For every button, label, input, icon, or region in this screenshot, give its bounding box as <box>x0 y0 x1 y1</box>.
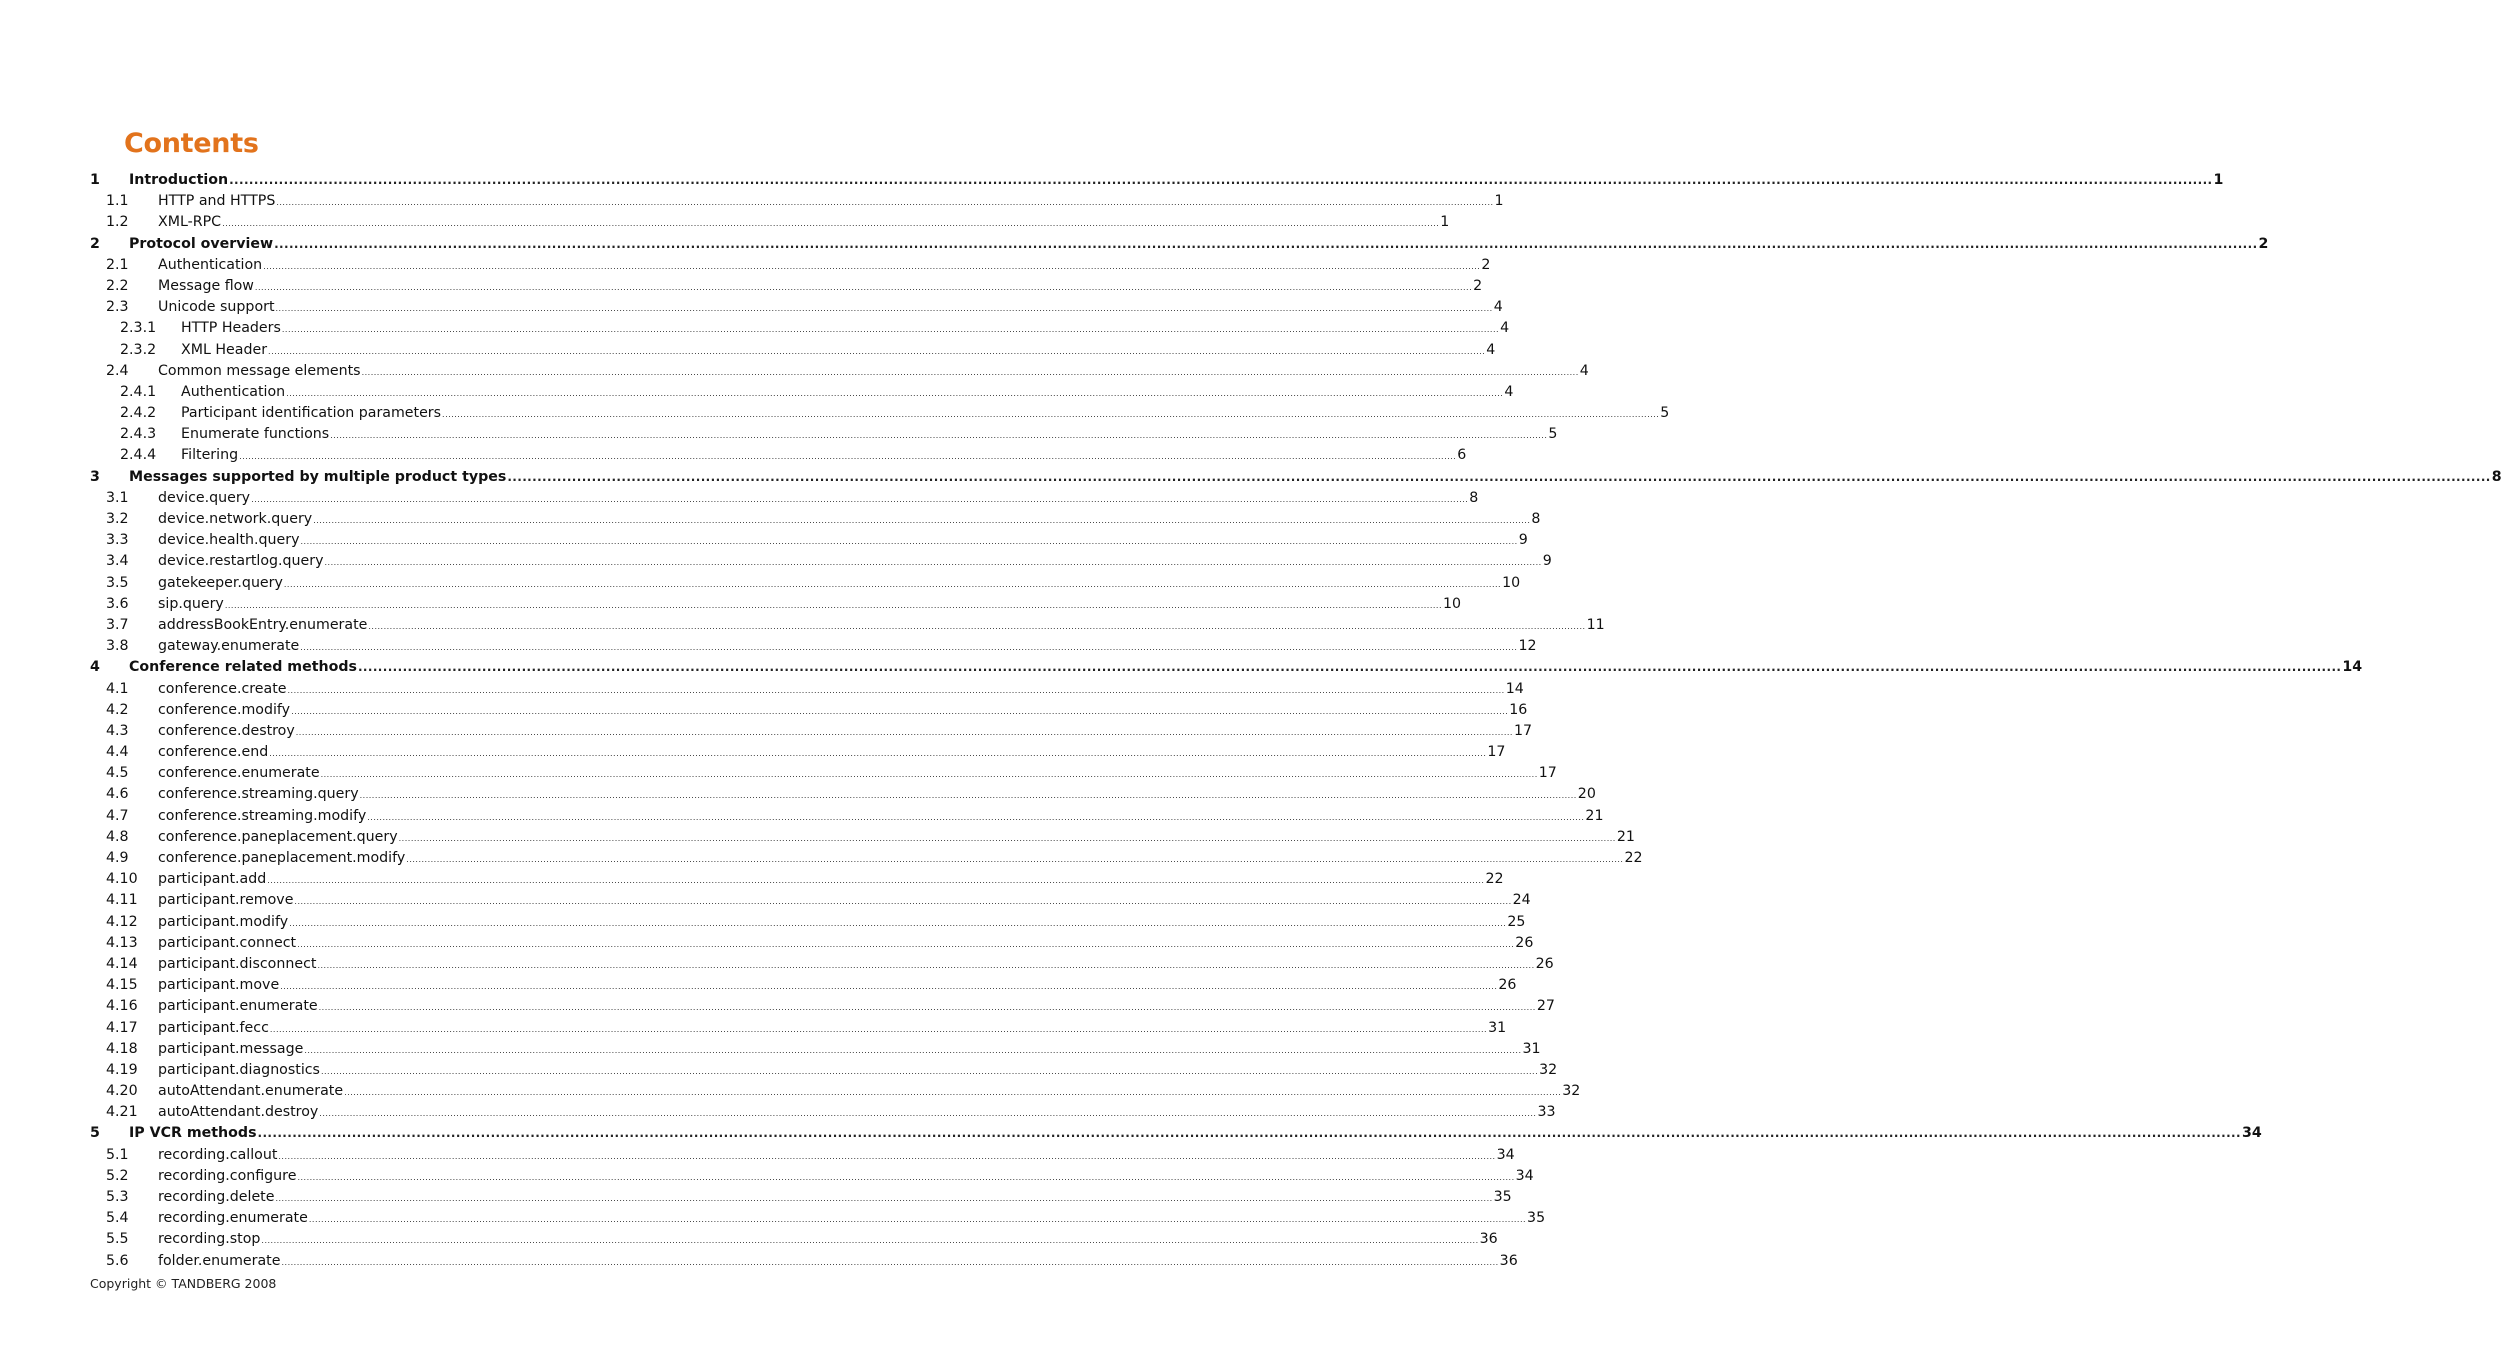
toc-entry-title: Messages supported by multiple product types <box>129 468 507 485</box>
toc-dot-leader: ................................................................................................................................................................................................................................................................................................................................................................................................................ <box>261 1236 1479 1246</box>
toc-entry[interactable] <box>90 679 1524 700</box>
toc-dot-leader: ................................................................................................................................................................................................................................................................................................................................................................................................................ <box>319 1109 1537 1119</box>
toc-entry-number: 2.1 <box>106 256 129 273</box>
toc-entry[interactable] <box>90 276 1483 297</box>
toc-entry-number: 3.6 <box>106 595 129 612</box>
toc-entry-number: 4.13 <box>106 934 138 951</box>
toc-entry-title: Message flow <box>158 277 254 294</box>
toc-entry-number: 4 <box>90 659 100 676</box>
toc-dot-leader: ................................................................................................................................................................................................................................................................................................................................................................................................................ <box>406 855 1624 864</box>
toc-entry-page: 5 <box>1548 426 1558 443</box>
toc-entry[interactable] <box>90 890 1531 911</box>
toc-entry-number: 4.3 <box>106 722 129 739</box>
toc-entry[interactable] <box>90 1081 1581 1102</box>
toc-entry-page: 36 <box>1499 1252 1518 1269</box>
toc-entry-number: 3 <box>90 468 100 485</box>
toc-entry[interactable] <box>90 954 1554 975</box>
toc-entry-number: 4.5 <box>106 765 129 782</box>
toc-entry-title: device.query <box>158 489 251 506</box>
toc-entry[interactable] <box>90 700 1528 721</box>
toc-dot-leader: ................................................................................................................................................................................................................................................................................................................................................................................................................ <box>367 812 1585 822</box>
toc-dot-leader: ................................................................................................................................................................................................................................................................................................................................................................................................................ <box>324 558 1542 568</box>
toc-entry-title: conference.paneplacement.query <box>158 828 398 845</box>
toc-entry-title: Introduction <box>129 172 229 188</box>
toc-entry-title: participant.message <box>158 1040 304 1057</box>
toc-dot-leader: ................................................................................................................................................................................................................................................................................................................................................................................................................ <box>267 876 1485 886</box>
toc-dot-leader: ................................................................................................................................................................................................................................................................................................................................................................................................................ <box>263 261 1481 271</box>
toc-entry-number: 4.2 <box>106 701 129 718</box>
toc-dot-leader: ................................................................................................................................................................................................................................................................................................................................................................................................................ <box>286 388 1504 398</box>
toc-entry-number: 2.3 <box>106 299 129 316</box>
toc-entry-number: 4.16 <box>106 998 138 1015</box>
toc-entry-page: 26 <box>1515 934 1534 951</box>
toc-entry-page: 4 <box>1493 299 1503 316</box>
toc-entry-number: 4.1 <box>106 680 129 697</box>
toc-entry-page: 1 <box>1440 214 1450 231</box>
toc-dot-leader: ................................................................................................................................................................................................................................................................................................................................................................................................................ <box>295 727 1513 737</box>
toc-entry-title: Protocol overview <box>129 235 274 252</box>
toc-dot-leader: ................................................................................................................................................................................................................................................................................................................................................................................................................ <box>297 1172 1515 1182</box>
toc-entry-number: 3.4 <box>106 553 129 570</box>
toc-entry[interactable] <box>90 488 1479 509</box>
toc-entry-number: 4.9 <box>106 850 129 866</box>
toc-entry-title: conference.paneplacement.modify <box>158 850 406 866</box>
toc-dot-leader: ................................................................................................................................................................................................................................................................................................................................................................................................................ <box>280 982 1498 992</box>
toc-entry-number: 4.7 <box>106 807 129 824</box>
toc-entry[interactable] <box>90 361 1589 382</box>
toc-entry-number: 2.4.1 <box>120 383 157 400</box>
toc-entry-page: 21 <box>1585 807 1604 824</box>
toc-entry-title: conference.end <box>158 744 269 761</box>
toc-entry[interactable] <box>90 1208 1546 1229</box>
toc-entry-title: HTTP Headers <box>181 320 281 337</box>
toc-entry[interactable] <box>90 784 1596 805</box>
toc-dot-leader: ................................................................................................................................................................................................................................................................................................................................................................................................................ <box>344 1088 1562 1098</box>
toc-dot-leader: ................................................................................................................................................................................................................................................................................................................................................................................................................ <box>359 791 1577 801</box>
toc-entry-title: participant.fecc <box>158 1019 269 1036</box>
toc-entry-number: 2.2 <box>106 277 129 294</box>
toc-entry[interactable] <box>90 1060 1558 1081</box>
toc-entry-page: 5 <box>1660 405 1670 422</box>
toc-entry[interactable] <box>90 721 1533 742</box>
toc-entry-title: recording.enumerate <box>158 1210 308 1227</box>
page-title: Contents <box>124 128 259 160</box>
toc-entry-page: 21 <box>1616 828 1635 845</box>
toc-entry-page: 4 <box>1579 362 1589 379</box>
toc-entry-title: HTTP and HTTPS <box>158 193 276 210</box>
toc-dot-leader: ................................................................................................................................................................................................................................................................................................................................................................................................................ <box>320 770 1538 780</box>
toc-entry-page: 14 <box>2342 659 2363 676</box>
toc-entry-title: conference.modify <box>158 701 291 718</box>
toc-dot-leader: ................................................................................................................................................................................................................................................................................................................................................................................................................ <box>357 660 2342 675</box>
toc-entry[interactable] <box>90 848 1643 869</box>
toc-entry[interactable] <box>90 551 1552 572</box>
toc-dot-leader: ................................................................................................................................................................................................................................................................................................................................................................................................................ <box>291 706 1509 716</box>
toc-entry-page: 27 <box>1536 998 1555 1015</box>
toc-entry-number: 4.21 <box>106 1104 138 1121</box>
toc-entry-title: participant.move <box>158 977 280 994</box>
toc-entry-title: recording.delete <box>158 1189 275 1205</box>
toc-entry-title: device.health.query <box>158 532 300 549</box>
toc-entry-number: 5.1 <box>106 1146 129 1163</box>
toc-entry-title: recording.configure <box>158 1167 297 1184</box>
toc-entry-title: participant.disconnect <box>158 955 317 972</box>
toc-entry-title: sip.query <box>158 595 224 612</box>
toc-entry-page: 26 <box>1498 977 1517 994</box>
toc-entry-page: 32 <box>1562 1083 1581 1100</box>
toc-entry-title: participant.connect <box>158 934 297 951</box>
toc-entry[interactable] <box>90 467 2502 488</box>
toc-entry-page: 32 <box>1539 1061 1558 1078</box>
toc-entry-page: 10 <box>1502 574 1521 591</box>
toc-entry[interactable] <box>90 742 1506 763</box>
toc-entry-number: 4.19 <box>106 1061 138 1078</box>
toc-dot-leader: ................................................................................................................................................................................................................................................................................................................................................................................................................ <box>287 685 1505 695</box>
toc-dot-leader: ................................................................................................................................................................................................................................................................................................................................................................................................................ <box>274 236 2258 251</box>
toc-entry-number: 2.4 <box>106 362 129 379</box>
toc-entry[interactable] <box>90 1123 2262 1144</box>
table-of-contents <box>90 170 2502 1272</box>
toc-entry[interactable] <box>90 869 1504 890</box>
toc-entry-page: 4 <box>1500 320 1510 337</box>
toc-dot-leader: ................................................................................................................................................................................................................................................................................................................................................................................................................ <box>239 452 1457 462</box>
toc-entry-page: 22 <box>1485 871 1504 888</box>
toc-entry-page: 1 <box>1494 193 1504 210</box>
copyright-footer: Copyright © TANDBERG 2008 <box>90 1276 277 1291</box>
toc-entry-page: 6 <box>1457 447 1467 464</box>
toc-entry[interactable] <box>90 806 1604 827</box>
toc-entry-title: participant.remove <box>158 892 294 909</box>
toc-entry[interactable] <box>90 1102 1556 1123</box>
toc-entry-title: gatekeeper.query <box>158 574 283 591</box>
toc-entry-title: recording.stop <box>158 1231 261 1248</box>
toc-entry-title: autoAttendant.enumerate <box>158 1083 344 1100</box>
toc-entry-title: Enumerate functions <box>181 426 330 443</box>
toc-entry-number: 5.6 <box>106 1252 129 1269</box>
toc-entry-page: 31 <box>1522 1040 1541 1057</box>
toc-entry[interactable] <box>90 191 1504 212</box>
toc-entry[interactable] <box>90 657 2363 678</box>
toc-entry-title: device.restartlog.query <box>158 553 324 570</box>
toc-entry-number: 4.4 <box>106 744 129 761</box>
toc-dot-leader: ................................................................................................................................................................................................................................................................................................................................................................................................................ <box>276 198 1494 208</box>
toc-entry-page: 20 <box>1577 786 1596 803</box>
toc-dot-leader: ................................................................................................................................................................................................................................................................................................................................................................................................................ <box>275 1194 1493 1203</box>
toc-dot-leader: ................................................................................................................................................................................................................................................................................................................................................................................................................ <box>275 304 1493 314</box>
toc-entry-page: 16 <box>1509 701 1528 718</box>
toc-entry[interactable] <box>90 297 1503 318</box>
toc-entry-page: 1 <box>2213 172 2224 188</box>
toc-entry-page: 31 <box>1488 1019 1507 1036</box>
toc-entry-page: 12 <box>1518 638 1537 655</box>
toc-dot-leader: ................................................................................................................................................................................................................................................................................................................................................................................................................ <box>294 897 1512 907</box>
toc-entry-number: 4.6 <box>106 786 129 803</box>
toc-entry[interactable] <box>90 255 1491 276</box>
toc-entry-title: conference.streaming.modify <box>158 807 367 824</box>
toc-dot-leader: ................................................................................................................................................................................................................................................................................................................................................................................................................ <box>257 1126 2241 1141</box>
toc-entry-title: autoAttendant.destroy <box>158 1104 319 1121</box>
toc-dot-leader: ................................................................................................................................................................................................................................................................................................................................................................................................................ <box>317 960 1535 970</box>
toc-entry-title: gateway.enumerate <box>158 638 300 655</box>
toc-entry-number: 2.4.2 <box>120 405 157 422</box>
toc-dot-leader: ................................................................................................................................................................................................................................................................................................................................................................................................................ <box>224 600 1442 610</box>
toc-entry-number: 5.5 <box>106 1231 129 1248</box>
toc-entry-page: 35 <box>1527 1210 1546 1227</box>
toc-dot-leader: ................................................................................................................................................................................................................................................................................................................................................................................................................ <box>269 749 1487 759</box>
toc-entry-title: conference.enumerate <box>158 765 320 782</box>
toc-entry-page: 9 <box>1542 553 1552 570</box>
toc-entry-number: 5.4 <box>106 1210 129 1227</box>
toc-entry-title: conference.destroy <box>158 722 295 739</box>
toc-entry-page: 10 <box>1443 595 1462 612</box>
toc-entry[interactable] <box>90 594 1462 615</box>
toc-entry-title: Filtering <box>181 447 239 464</box>
toc-entry-number: 4.10 <box>106 871 138 888</box>
toc-entry-number: 5 <box>90 1125 100 1142</box>
toc-entry[interactable] <box>90 318 1510 339</box>
toc-entry-page: 35 <box>1493 1189 1512 1205</box>
toc-entry-page: 2 <box>1473 277 1483 294</box>
toc-entry[interactable] <box>90 1145 1515 1166</box>
toc-entry-number: 3.8 <box>106 638 129 655</box>
toc-entry-number: 2.3.1 <box>120 320 157 337</box>
toc-entry[interactable] <box>90 573 1521 594</box>
toc-dot-leader: ................................................................................................................................................................................................................................................................................................................................................................................................................ <box>251 494 1469 504</box>
toc-entry-number: 3.7 <box>106 616 129 633</box>
toc-entry-number: 3.5 <box>106 574 129 591</box>
toc-entry-number: 4.18 <box>106 1040 138 1057</box>
toc-entry-page: 33 <box>1537 1104 1556 1121</box>
toc-dot-leader: ................................................................................................................................................................................................................................................................................................................................................................................................................ <box>268 346 1486 356</box>
toc-entry-title: participant.enumerate <box>158 998 318 1015</box>
toc-entry[interactable] <box>90 1229 1498 1250</box>
toc-entry-page: 14 <box>1505 680 1524 697</box>
toc-entry[interactable] <box>90 1166 1534 1187</box>
toc-entry-page: 22 <box>1624 850 1643 866</box>
toc-entry-number: 2.4.3 <box>120 426 157 443</box>
toc-entry[interactable] <box>90 530 1528 551</box>
toc-entry-title: participant.diagnostics <box>158 1061 320 1078</box>
toc-entry-number: 4.15 <box>106 977 138 994</box>
toc-entry[interactable] <box>90 912 1526 933</box>
toc-dot-leader: ................................................................................................................................................................................................................................................................................................................................................................................................................ <box>278 1151 1496 1161</box>
toc-dot-leader: ................................................................................................................................................................................................................................................................................................................................................................................................................ <box>304 1045 1522 1055</box>
toc-dot-leader: ................................................................................................................................................................................................................................................................................................................................................................................................................ <box>308 1215 1527 1225</box>
toc-entry[interactable] <box>90 1039 1541 1060</box>
toc-entry-title: device.network.query <box>158 511 313 527</box>
toc-entry[interactable] <box>90 403 1670 424</box>
toc-entry-title: addressBookEntry.enumerate <box>158 616 368 633</box>
toc-entry[interactable] <box>90 445 1467 466</box>
toc-entry[interactable] <box>90 1018 1507 1039</box>
toc-dot-leader: ................................................................................................................................................................................................................................................................................................................................................................................................................ <box>318 1003 1536 1013</box>
toc-entry-page: 17 <box>1538 765 1557 782</box>
toc-dot-leader: ................................................................................................................................................................................................................................................................................................................................................................................................................ <box>442 410 1660 420</box>
toc-dot-leader: ................................................................................................................................................................................................................................................................................................................................................................................................................ <box>398 833 1616 843</box>
toc-entry-title: participant.add <box>158 871 267 888</box>
toc-dot-leader: ................................................................................................................................................................................................................................................................................................................................................................................................................ <box>289 918 1507 928</box>
toc-entry-page: 17 <box>1513 722 1533 739</box>
toc-entry-page: 4 <box>1504 383 1514 400</box>
toc-dot-leader: ................................................................................................................................................................................................................................................................................................................................................................................................................ <box>254 282 1473 292</box>
toc-entry-title: folder.enumerate <box>158 1252 281 1269</box>
toc-entry[interactable] <box>90 1187 1512 1208</box>
toc-entry-page: 17 <box>1487 744 1506 761</box>
toc-entry-page: 25 <box>1507 913 1526 930</box>
toc-dot-leader: ................................................................................................................................................................................................................................................................................................................................................................................................................ <box>222 219 1440 229</box>
toc-dot-leader: ................................................................................................................................................................................................................................................................................................................................................................................................................ <box>300 537 1518 547</box>
toc-entry-title: IP VCR methods <box>129 1125 257 1142</box>
toc-entry[interactable] <box>90 933 1534 954</box>
toc-entry-number: 4.11 <box>106 892 138 909</box>
toc-entry-title: participant.modify <box>158 913 289 930</box>
toc-dot-leader: ................................................................................................................................................................................................................................................................................................................................................................................................................ <box>229 173 2213 187</box>
toc-dot-leader: ................................................................................................................................................................................................................................................................................................................................................................................................................ <box>300 643 1518 653</box>
toc-entry-number: 3.3 <box>106 532 129 549</box>
toc-entry-title: conference.create <box>158 680 287 697</box>
toc-entry[interactable] <box>90 975 1517 996</box>
toc-entry-page: 34 <box>1496 1146 1515 1163</box>
toc-entry-page: 36 <box>1479 1231 1498 1248</box>
toc-entry-page: 24 <box>1512 892 1531 909</box>
toc-entry-title: XML Header <box>181 341 268 358</box>
toc-entry-number: 4.8 <box>106 828 129 845</box>
toc-entry[interactable] <box>90 340 1496 361</box>
toc-dot-leader: ................................................................................................................................................................................................................................................................................................................................................................................................................ <box>507 469 2491 484</box>
toc-dot-leader: ................................................................................................................................................................................................................................................................................................................................................................................................................ <box>320 1066 1539 1076</box>
toc-entry-number: 4.12 <box>106 913 138 930</box>
toc-entry-page: 11 <box>1586 616 1605 633</box>
toc-entry[interactable] <box>90 1251 1518 1272</box>
toc-entry-number: 4.17 <box>106 1019 138 1036</box>
toc-entry[interactable] <box>90 615 1605 636</box>
toc-entry-number: 1.2 <box>106 214 129 231</box>
toc-entry-title: Common message elements <box>158 362 361 379</box>
toc-entry[interactable] <box>90 509 1541 530</box>
toc-dot-leader: ................................................................................................................................................................................................................................................................................................................................................................................................................ <box>281 325 1500 335</box>
toc-entry-page: 2 <box>2258 235 2269 252</box>
toc-entry-title: XML-RPC <box>158 214 222 231</box>
toc-entry[interactable] <box>90 763 1557 784</box>
toc-entry-number: 2.3.2 <box>120 341 157 358</box>
toc-entry-page: 8 <box>1469 489 1479 506</box>
toc-entry-title: Authentication <box>158 256 263 273</box>
toc-dot-leader: ................................................................................................................................................................................................................................................................................................................................................................................................................ <box>269 1024 1488 1034</box>
toc-entry-page: 34 <box>1515 1167 1534 1184</box>
toc-entry-number: 2.4.4 <box>120 447 157 464</box>
toc-entry-page: 8 <box>2491 468 2502 485</box>
toc-entry[interactable] <box>90 212 1450 233</box>
toc-entry-number: 3.1 <box>106 489 129 506</box>
toc-entry[interactable] <box>90 636 1537 657</box>
toc-entry-number: 1.1 <box>106 193 129 210</box>
toc-entry-page: 8 <box>1531 511 1541 527</box>
toc-entry-page: 9 <box>1518 532 1528 549</box>
toc-entry-title: recording.callout <box>158 1146 278 1163</box>
toc-entry-number: 5.3 <box>106 1189 129 1205</box>
toc-entry-page: 4 <box>1486 341 1496 358</box>
toc-entry-number: 5.2 <box>106 1167 129 1184</box>
toc-entry-page: 34 <box>2241 1125 2262 1142</box>
toc-dot-leader: ................................................................................................................................................................................................................................................................................................................................................................................................................ <box>297 939 1515 949</box>
toc-entry-title: Unicode support <box>158 299 275 316</box>
toc-entry-page: 26 <box>1535 955 1554 972</box>
toc-dot-leader: ................................................................................................................................................................................................................................................................................................................................................................................................................ <box>330 431 1548 441</box>
toc-entry-number: 4.14 <box>106 955 138 972</box>
toc-entry-title: conference.streaming.query <box>158 786 359 803</box>
toc-entry-number: 3.2 <box>106 511 129 527</box>
toc-dot-leader: ................................................................................................................................................................................................................................................................................................................................................................................................................ <box>313 516 1531 525</box>
toc-entry-number: 1 <box>90 172 100 188</box>
toc-entry-page: 2 <box>1481 256 1491 273</box>
toc-dot-leader: ................................................................................................................................................................................................................................................................................................................................................................................................................ <box>281 1257 1499 1267</box>
toc-dot-leader: ................................................................................................................................................................................................................................................................................................................................................................................................................ <box>283 579 1502 589</box>
toc-entry[interactable] <box>90 424 1558 445</box>
toc-entry[interactable] <box>90 827 1635 848</box>
toc-entry[interactable] <box>90 382 1514 403</box>
toc-entry-number: 2 <box>90 235 100 252</box>
toc-entry-number: 4.20 <box>106 1083 138 1100</box>
toc-entry-title: Authentication <box>181 383 286 400</box>
toc-entry[interactable] <box>90 170 2224 191</box>
toc-entry-title: Participant identification parameters <box>181 405 442 422</box>
toc-dot-leader: ................................................................................................................................................................................................................................................................................................................................................................................................................ <box>368 621 1586 631</box>
toc-entry-title: Conference related methods <box>129 659 357 676</box>
toc-dot-leader: ................................................................................................................................................................................................................................................................................................................................................................................................................ <box>361 367 1579 377</box>
toc-entry[interactable] <box>90 996 1555 1017</box>
toc-entry[interactable] <box>90 234 2269 255</box>
